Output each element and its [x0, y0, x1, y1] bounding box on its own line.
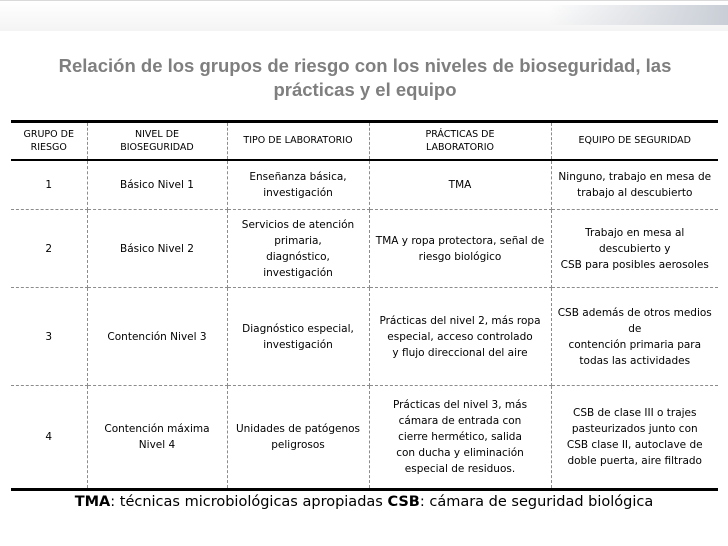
header-grupo-riesgo: GRUPO DE RIESGO: [11, 122, 87, 160]
slide-title: Relación de los grupos de riesgo con los niveles de bioseguridad, las prácticas y el equipo: [58, 55, 672, 100]
table-row: [11, 288, 718, 386]
table-cell: Prácticas del nivel 2, más ropa especial, acceso controlado y flujo direccional del aire: [369, 288, 551, 386]
table-row: [11, 386, 718, 490]
table-cell: Básico Nivel 2: [87, 210, 227, 288]
table-row: [11, 210, 718, 288]
table-cell: CSB de clase III o trajes pasteurizados junto con CSB clase II, autoclave de doble puerta, aire filtrado: [566, 407, 703, 467]
table-cell: 4: [11, 386, 87, 490]
table-cell: Enseñanza básica, investigación: [227, 160, 369, 210]
table-cell: Unidades de patógenos peligrosos: [227, 386, 369, 490]
table-cell: 2: [11, 210, 87, 288]
table-cell: CSB además de otros medios de contención primaria para todas las actividades: [551, 288, 718, 386]
header-nivel-bioseguridad: NIVEL DE BIOSEGURIDAD: [87, 122, 227, 160]
table-cell: 3: [11, 288, 87, 386]
table-cell: Contención Nivel 3: [87, 288, 227, 386]
header-equipo: EQUIPO DE SEGURIDAD: [551, 122, 718, 160]
csb-abbreviation: CSB: [387, 494, 420, 510]
csb-definition: : cámara de seguridad biológica: [419, 494, 654, 510]
table-row: [11, 160, 718, 210]
header-practicas: PRÁCTICAS DE LABORATORIO: [369, 122, 551, 160]
table-cell: Trabajo en mesa al descubierto y CSB para posibles aerosoles: [551, 210, 718, 288]
tma-abbreviation: TMA: [74, 494, 111, 510]
table-cell: Diagnóstico especial, investigación: [227, 288, 369, 386]
table-cell: TMA y ropa protectora, señal de riesgo biológico: [369, 210, 551, 288]
table-cell: Servicios de atención primaria, diagnóstico, investigación: [227, 210, 369, 288]
table-cell: Prácticas del nivel 3, más cámara de entrada con cierre hermético, salida con ducha y eliminación especial de residuos.: [369, 386, 551, 490]
biosafety-table: [11, 120, 718, 491]
header-accent-bar: [548, 5, 728, 25]
tma-definition: : técnicas microbiológicas apropiadas: [110, 494, 388, 510]
footnote: [0, 494, 728, 510]
slide-header-band: [0, 0, 728, 31]
table-cell: TMA: [369, 160, 551, 210]
header-tipo-laboratorio: TIPO DE LABORATORIO: [227, 122, 369, 160]
table-cell: Contención máxima Nivel 4: [87, 386, 227, 490]
table-cell: Ninguno, trabajo en mesa de trabajo al descubierto: [551, 160, 718, 210]
table-cell: 1: [11, 160, 87, 210]
table-header-row: [11, 122, 718, 160]
table-cell: Básico Nivel 1: [87, 160, 227, 210]
